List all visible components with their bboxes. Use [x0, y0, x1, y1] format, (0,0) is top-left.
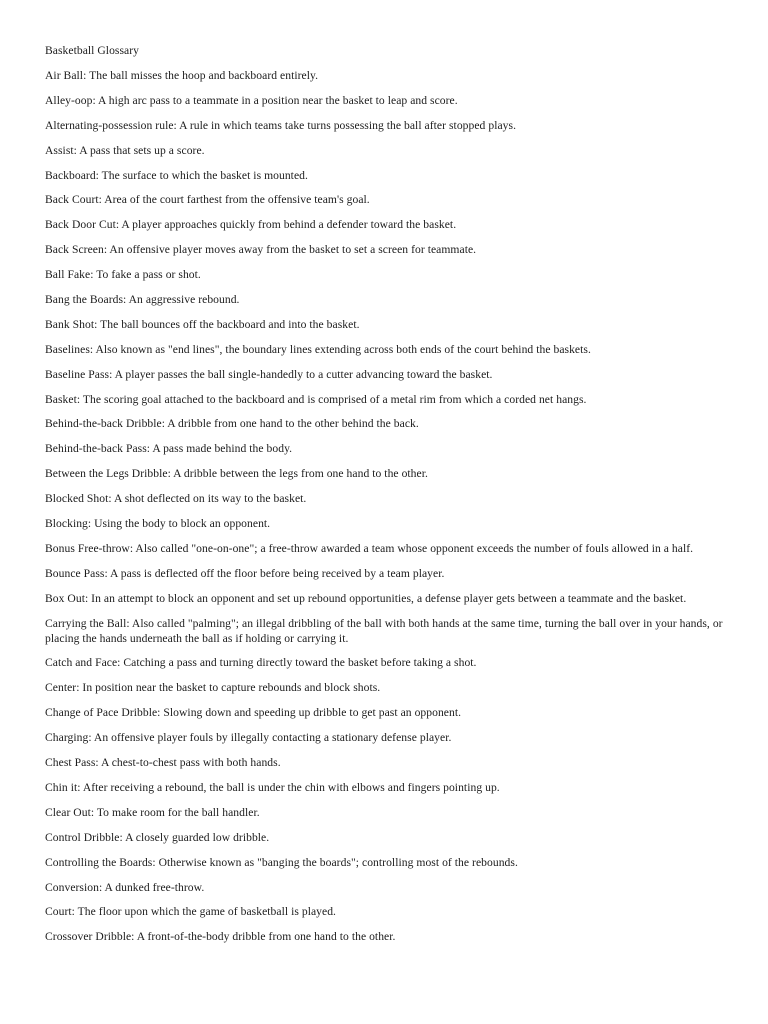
glossary-entry: Blocked Shot: A shot deflected on its way to the basket. [45, 492, 307, 506]
glossary-entry: Bonus Free-throw: Also called "one-on-one"; a free-throw awarded a team whose opponent exceeds the number of fouls allowed in a half. [45, 541, 694, 555]
glossary-entry: Court: The floor upon which the game of basketball is played. [45, 905, 337, 919]
glossary-entry: Alternating-possession rule: A rule in which teams take turns possessing the ball after stopped plays. [45, 118, 517, 132]
glossary-entry: Change of Pace Dribble: Slowing down and speeding up dribble to get past an opponent. [45, 706, 462, 720]
glossary-entry: Backboard: The surface to which the basket is mounted. [45, 168, 308, 182]
glossary-entry: Ball Fake: To fake a pass or shot. [45, 268, 201, 282]
glossary-entry: Air Ball: The ball misses the hoop and backboard entirely. [45, 69, 319, 82]
glossary-entry: Chin it: After receiving a rebound, the ball is under the chin with elbows and fingers pointing up. [45, 780, 500, 794]
glossary-entry: Controlling the Boards: Otherwise known as "banging the boards"; controlling most of the rebounds. [45, 855, 518, 869]
glossary-entry: Crossover Dribble: A front-of-the-body dribble from one hand to the other. [45, 930, 396, 944]
glossary-entry: Box Out: In an attempt to block an opponent and set up rebound opportunities, a defense player gets between a teammate and the basket. [45, 591, 687, 605]
glossary-entry: Back Screen: An offensive player moves away from the basket to set a screen for teammate. [45, 243, 477, 257]
glossary-entry: Baseline Pass: A player passes the ball single-handedly to a cutter advancing toward the basket. [45, 367, 493, 381]
glossary-entry: Catch and Face: Catching a pass and turning directly toward the basket before taking a shot. [45, 656, 477, 670]
glossary-entry: Alley-oop: A high arc pass to a teammate in a position near the basket to leap and score. [45, 93, 458, 107]
glossary-entry: Center: In position near the basket to capture rebounds and block shots. [45, 681, 381, 695]
glossary-entry: Between the Legs Dribble: A dribble between the legs from one hand to the other. [45, 467, 428, 481]
glossary-entry: Bang the Boards: An aggressive rebound. [45, 293, 240, 307]
glossary-entry: Conversion: A dunked free-throw. [45, 880, 205, 894]
glossary-entry: Control Dribble: A closely guarded low dribble. [45, 830, 270, 844]
glossary-entry: Blocking: Using the body to block an opponent. [45, 517, 271, 531]
glossary-entry: Baselines: Also known as "end lines", the boundary lines extending across both ends of the court behind the baskets. [45, 342, 591, 356]
glossary-entry: Chest Pass: A chest-to-chest pass with both hands. [45, 756, 281, 770]
glossary-list [45, 68, 735, 954]
glossary-entry: Back Door Cut: A player approaches quickly from behind a defender toward the basket. [45, 218, 457, 232]
glossary-entry: Basket: The scoring goal attached to the backboard and is comprised of a metal rim from which a corded net hangs. [45, 392, 587, 406]
glossary-entry: Carrying the Ball: Also called "palming"; an illegal dribbling of the ball with both hands at the same time, turning the ball over in your hands, or placing the hands underneath the ball as if holding or carrying it. [45, 616, 723, 645]
glossary-entry: Behind-the-back Dribble: A dribble from one hand to the other behind the back. [45, 417, 419, 431]
glossary-entry: Assist: A pass that sets up a score. [45, 143, 205, 157]
glossary-entry: Behind-the-back Pass: A pass made behind the body. [45, 442, 293, 456]
glossary-entry: Bounce Pass: A pass is deflected off the floor before being received by a team player. [45, 566, 445, 580]
glossary-entry: Bank Shot: The ball bounces off the backboard and into the basket. [45, 317, 360, 331]
glossary-entry: Back Court: Area of the court farthest from the offensive team's goal. [45, 193, 370, 207]
glossary-entry: Clear Out: To make room for the ball handler. [45, 805, 260, 819]
document-title: Basketball Glossary [45, 44, 140, 57]
glossary-entry: Charging: An offensive player fouls by illegally contacting a stationary defense player. [45, 731, 452, 745]
